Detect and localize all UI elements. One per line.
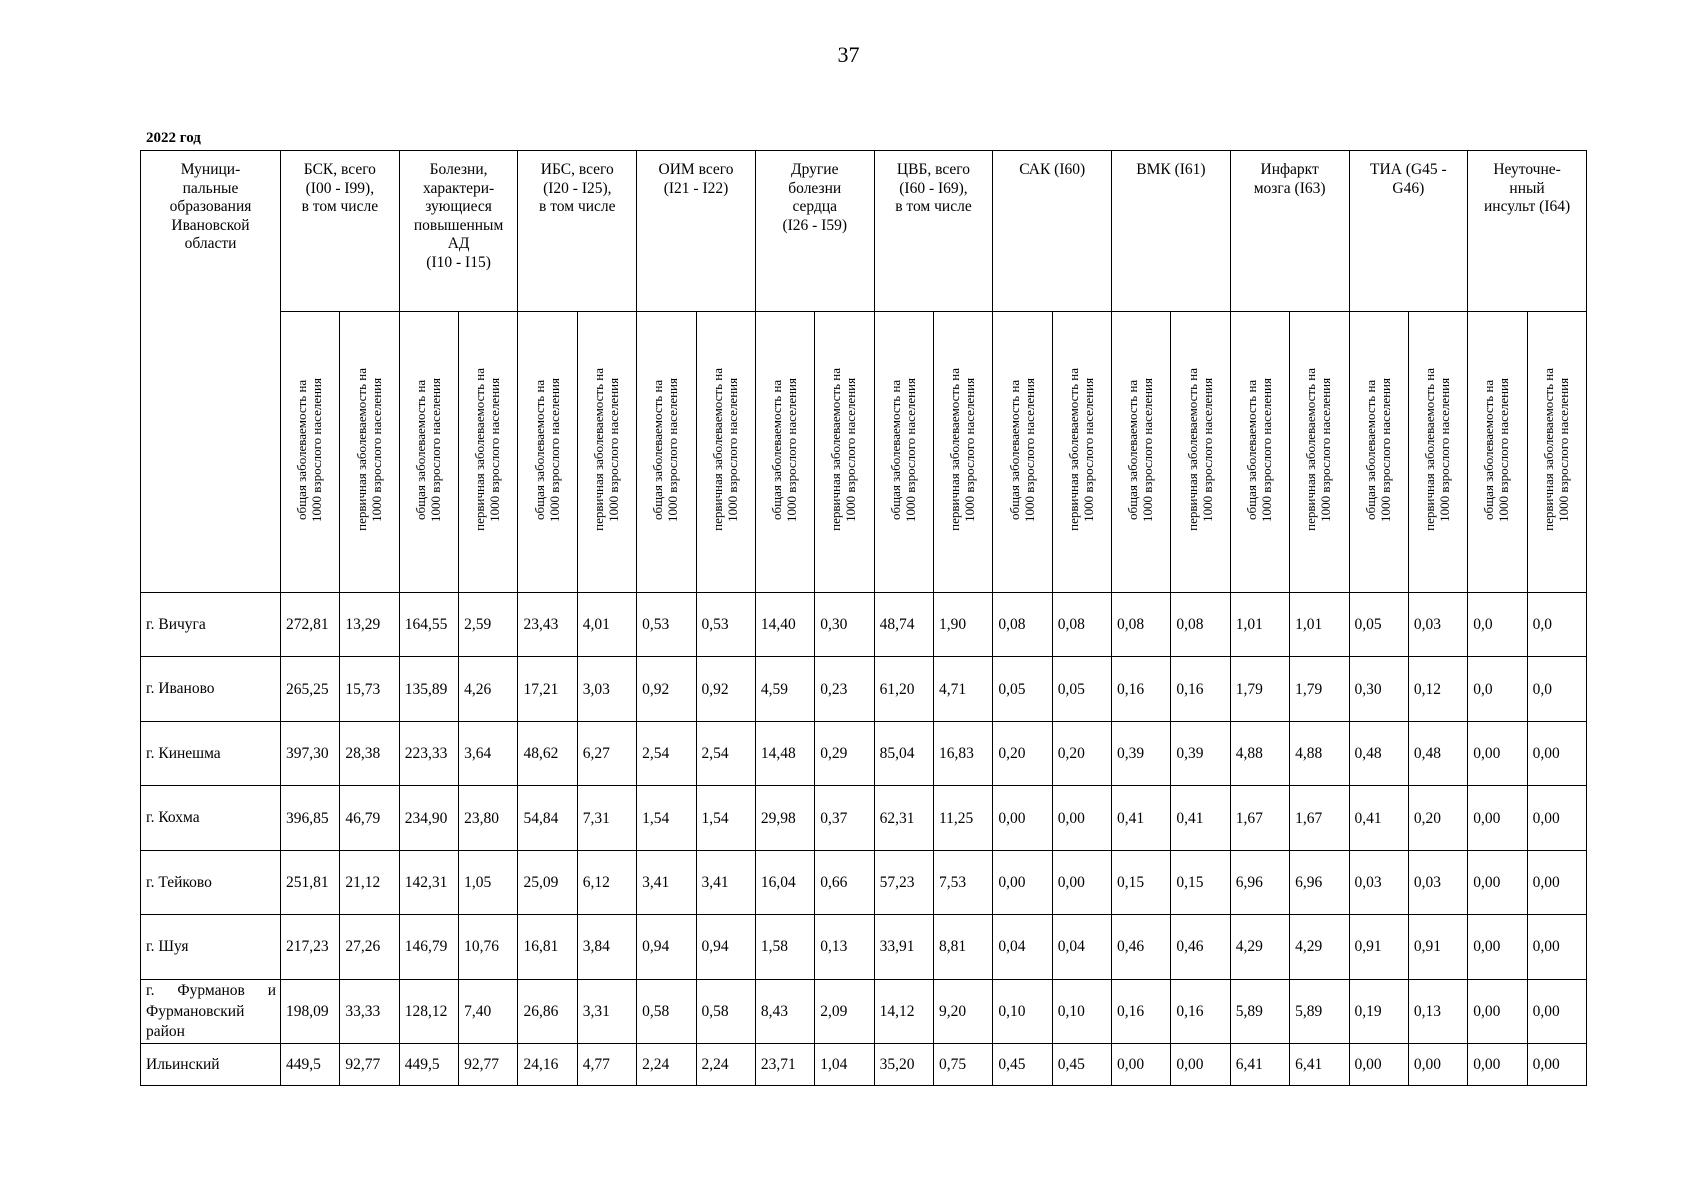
value-cell: 14,40: [755, 593, 814, 657]
value-cell: 146,79: [399, 915, 458, 979]
group-header: ВМК (I61): [1112, 151, 1231, 312]
value-cell: 2,24: [696, 1044, 755, 1086]
value-cell: 0,00: [1349, 1044, 1408, 1086]
value-cell: 1,90: [933, 593, 992, 657]
value-cell: 61,20: [874, 657, 933, 721]
value-cell: 7,31: [577, 786, 636, 850]
value-cell: 0,16: [1171, 979, 1230, 1043]
value-cell: 0,03: [1408, 593, 1467, 657]
municipality-name: г. Иваново: [141, 657, 281, 721]
value-cell: 0,94: [696, 915, 755, 979]
value-cell: 25,09: [518, 850, 577, 914]
municipality-header: Муници- пальные образования Ивановской области: [141, 151, 281, 593]
value-cell: 0,00: [1527, 850, 1586, 914]
value-cell: 0,03: [1408, 850, 1467, 914]
sub-header-label: общая заболеваемость на 1000 взрослого населения: [650, 377, 681, 522]
value-cell: 0,08: [1052, 593, 1111, 657]
value-cell: 0,37: [815, 786, 874, 850]
sub-header-total: [518, 312, 577, 593]
value-cell: 1,04: [815, 1044, 874, 1086]
value-cell: 0,53: [637, 593, 696, 657]
value-cell: 0,00: [993, 786, 1052, 850]
value-cell: 17,21: [518, 657, 577, 721]
value-cell: 1,01: [1230, 593, 1289, 657]
value-cell: 0,00: [1468, 1044, 1527, 1086]
value-cell: 0,58: [696, 979, 755, 1043]
value-cell: 4,88: [1290, 721, 1349, 785]
value-cell: 16,81: [518, 915, 577, 979]
value-cell: 1,54: [696, 786, 755, 850]
value-cell: 0,46: [1112, 915, 1171, 979]
value-cell: 0,00: [1171, 1044, 1230, 1086]
sub-header-label: первичная заболеваемость на 1000 взрослого населения: [1422, 368, 1453, 531]
value-cell: 0,00: [993, 850, 1052, 914]
municipality-name: г. Вичуга: [141, 593, 281, 657]
value-cell: 1,79: [1230, 657, 1289, 721]
value-cell: 0,66: [815, 850, 874, 914]
value-cell: 6,41: [1230, 1044, 1289, 1086]
sub-header-total: [1349, 312, 1408, 593]
value-cell: 0,15: [1112, 850, 1171, 914]
value-cell: 1,67: [1230, 786, 1289, 850]
value-cell: 5,89: [1290, 979, 1349, 1043]
value-cell: 21,12: [340, 850, 399, 914]
value-cell: 0,19: [1349, 979, 1408, 1043]
sub-header-label: общая заболеваемость на 1000 взрослого населения: [1362, 377, 1393, 522]
sub-header-label: общая заболеваемость на 1000 взрослого населения: [294, 377, 325, 522]
sub-header-primary: [1171, 312, 1230, 593]
value-cell: 28,38: [340, 721, 399, 785]
value-cell: 5,89: [1230, 979, 1289, 1043]
sub-header-primary: [1290, 312, 1349, 593]
sub-header-label: общая заболеваемость на 1000 взрослого населения: [1006, 377, 1037, 522]
value-cell: 0,00: [1468, 979, 1527, 1043]
value-cell: 0,45: [1052, 1044, 1111, 1086]
value-cell: 2,59: [459, 593, 518, 657]
year-label: 2022 год: [146, 130, 201, 146]
table-row: [141, 915, 1587, 979]
value-cell: 14,48: [755, 721, 814, 785]
sub-header-label: первичная заболеваемость на 1000 взрослого населения: [1303, 368, 1334, 531]
value-cell: 4,59: [755, 657, 814, 721]
municipality-name: г. Тейково: [141, 850, 281, 914]
value-cell: 0,15: [1171, 850, 1230, 914]
value-cell: 62,31: [874, 786, 933, 850]
sub-header-primary: [1052, 312, 1111, 593]
value-cell: 217,23: [281, 915, 340, 979]
value-cell: 0,00: [1468, 850, 1527, 914]
value-cell: 0,00: [1052, 786, 1111, 850]
value-cell: 0,94: [637, 915, 696, 979]
value-cell: 3,84: [577, 915, 636, 979]
value-cell: 4,88: [1230, 721, 1289, 785]
value-cell: 7,53: [933, 850, 992, 914]
page-number: 37: [837, 42, 860, 67]
sub-header-label: общая заболеваемость на 1000 взрослого населения: [1481, 377, 1512, 522]
value-cell: 48,62: [518, 721, 577, 785]
value-cell: 0,00: [1527, 786, 1586, 850]
value-cell: 23,80: [459, 786, 518, 850]
table-row: [141, 786, 1587, 850]
value-cell: 0,30: [815, 593, 874, 657]
value-cell: 0,00: [1527, 979, 1586, 1043]
sub-header-label: общая заболеваемость на 1000 взрослого населения: [412, 377, 443, 522]
sub-header-label: общая заболеваемость на 1000 взрослого населения: [531, 377, 562, 522]
value-cell: 198,09: [281, 979, 340, 1043]
value-cell: 0,92: [637, 657, 696, 721]
value-cell: 85,04: [874, 721, 933, 785]
value-cell: 3,03: [577, 657, 636, 721]
value-cell: 6,96: [1230, 850, 1289, 914]
value-cell: 0,12: [1408, 657, 1467, 721]
value-cell: 0,41: [1112, 786, 1171, 850]
value-cell: 135,89: [399, 657, 458, 721]
municipality-name: г. Кинешма: [141, 721, 281, 785]
sub-header-primary: [1408, 312, 1467, 593]
sub-header-label: общая заболеваемость на 1000 взрослого населения: [1244, 377, 1274, 522]
value-cell: 0,00: [1112, 1044, 1171, 1086]
value-cell: 234,90: [399, 786, 458, 850]
value-cell: 0,39: [1112, 721, 1171, 785]
value-cell: 3,41: [696, 850, 755, 914]
value-cell: 4,29: [1230, 915, 1289, 979]
value-cell: 0,16: [1112, 979, 1171, 1043]
value-cell: 0,00: [1468, 721, 1527, 785]
value-cell: 26,86: [518, 979, 577, 1043]
sub-header-total: [993, 312, 1052, 593]
group-header: ИБС, всего (I20 - I25), в том числе: [518, 151, 637, 312]
value-cell: 1,54: [637, 786, 696, 850]
group-header: Болезни, характери- зующиеся повышенным АД (I10 - I15): [399, 151, 518, 312]
value-cell: 23,43: [518, 593, 577, 657]
sub-header-primary: [1527, 312, 1586, 593]
value-cell: 0,00: [1527, 1044, 1586, 1086]
group-header: Инфаркт мозга (I63): [1230, 151, 1349, 312]
value-cell: 0,29: [815, 721, 874, 785]
municipality-name: г. Шуя: [141, 915, 281, 979]
sub-header-total: [874, 312, 933, 593]
sub-header-total: [1468, 312, 1527, 593]
value-cell: 0,48: [1408, 721, 1467, 785]
value-cell: 1,01: [1290, 593, 1349, 657]
value-cell: 48,74: [874, 593, 933, 657]
value-cell: 92,77: [459, 1044, 518, 1086]
value-cell: 4,26: [459, 657, 518, 721]
value-cell: 0,05: [993, 657, 1052, 721]
sub-header-total: [637, 312, 696, 593]
sub-header-label: первичная заболеваемость на 1000 взрослого населения: [591, 368, 621, 531]
sub-header-label: первичная заболеваемость на 1000 взрослого населения: [472, 368, 503, 531]
sub-header-total: [399, 312, 458, 593]
value-cell: 0,00: [1468, 786, 1527, 850]
value-cell: 0,30: [1349, 657, 1408, 721]
sub-header-label: первичная заболеваемость на 1000 взрослого населения: [828, 368, 859, 531]
value-cell: 2,54: [637, 721, 696, 785]
value-cell: 6,96: [1290, 850, 1349, 914]
value-cell: 2,24: [637, 1044, 696, 1086]
value-cell: 3,41: [637, 850, 696, 914]
value-cell: 6,27: [577, 721, 636, 785]
group-header: Другие болезни сердца (I26 - I59): [755, 151, 874, 312]
value-cell: 0,05: [1052, 657, 1111, 721]
sub-header-label: первичная заболеваемость на 1000 взрослого населения: [709, 368, 740, 531]
value-cell: 0,04: [993, 915, 1052, 979]
group-header: САК (I60): [993, 151, 1112, 312]
group-header: Неуточне- нный инсульт (I64): [1468, 151, 1587, 312]
value-cell: 251,81: [281, 850, 340, 914]
sub-header-label: общая заболеваемость на 1000 взрослого населения: [1125, 377, 1156, 522]
sub-header-primary: [459, 312, 518, 593]
value-cell: 0,0: [1468, 593, 1527, 657]
municipality-name: Ильинский: [141, 1044, 281, 1086]
sub-header-row: [141, 312, 1587, 593]
value-cell: 0,58: [637, 979, 696, 1043]
value-cell: 223,33: [399, 721, 458, 785]
sub-header-primary: [933, 312, 992, 593]
table-row: [141, 593, 1587, 657]
value-cell: 1,79: [1290, 657, 1349, 721]
value-cell: 0,75: [933, 1044, 992, 1086]
group-header-row: [141, 151, 1587, 312]
value-cell: 7,40: [459, 979, 518, 1043]
value-cell: 57,23: [874, 850, 933, 914]
value-cell: 16,04: [755, 850, 814, 914]
value-cell: 9,20: [933, 979, 992, 1043]
value-cell: 449,5: [399, 1044, 458, 1086]
value-cell: 29,98: [755, 786, 814, 850]
value-cell: 1,67: [1290, 786, 1349, 850]
sub-header-total: [1112, 312, 1171, 593]
sub-header-primary: [696, 312, 755, 593]
value-cell: 0,00: [1527, 915, 1586, 979]
value-cell: 0,92: [696, 657, 755, 721]
value-cell: 272,81: [281, 593, 340, 657]
value-cell: 46,79: [340, 786, 399, 850]
sub-header-primary: [340, 312, 399, 593]
value-cell: 11,25: [933, 786, 992, 850]
value-cell: 0,20: [993, 721, 1052, 785]
value-cell: 142,31: [399, 850, 458, 914]
value-cell: 54,84: [518, 786, 577, 850]
value-cell: 23,71: [755, 1044, 814, 1086]
value-cell: 0,00: [1408, 1044, 1467, 1086]
sub-header-primary: [815, 312, 874, 593]
value-cell: 0,20: [1052, 721, 1111, 785]
table-row: [141, 657, 1587, 721]
value-cell: 3,31: [577, 979, 636, 1043]
value-cell: 92,77: [340, 1044, 399, 1086]
sub-header-label: первичная заболеваемость на 1000 взрослого населения: [1065, 368, 1096, 531]
value-cell: 0,00: [1527, 721, 1586, 785]
value-cell: 15,73: [340, 657, 399, 721]
value-cell: 1,58: [755, 915, 814, 979]
value-cell: 449,5: [281, 1044, 340, 1086]
table-row: [141, 850, 1587, 914]
value-cell: 0,08: [1112, 593, 1171, 657]
group-header: БСК, всего (I00 - I99), в том числе: [281, 151, 400, 312]
value-cell: 396,85: [281, 786, 340, 850]
group-header: ТИА (G45 - G46): [1349, 151, 1468, 312]
value-cell: 16,83: [933, 721, 992, 785]
table-row: [141, 979, 1587, 1043]
value-cell: 4,29: [1290, 915, 1349, 979]
table-row: [141, 1044, 1587, 1086]
sub-header-primary: [577, 312, 636, 593]
value-cell: 128,12: [399, 979, 458, 1043]
sub-header-label: общая заболеваемость на 1000 взрослого населения: [887, 377, 918, 522]
value-cell: 0,16: [1171, 657, 1230, 721]
value-cell: 0,08: [993, 593, 1052, 657]
value-cell: 0,45: [993, 1044, 1052, 1086]
value-cell: 0,41: [1349, 786, 1408, 850]
sub-header-label: первичная заболеваемость на 1000 взрослого населения: [353, 368, 384, 531]
value-cell: 35,20: [874, 1044, 933, 1086]
value-cell: 6,12: [577, 850, 636, 914]
value-cell: 0,48: [1349, 721, 1408, 785]
value-cell: 0,10: [1052, 979, 1111, 1043]
sub-header-label: первичная заболеваемость на 1000 взрослого населения: [1184, 368, 1215, 531]
value-cell: 6,41: [1290, 1044, 1349, 1086]
group-header: ОИМ всего (I21 - I22): [637, 151, 756, 312]
value-cell: 24,16: [518, 1044, 577, 1086]
value-cell: 0,53: [696, 593, 755, 657]
value-cell: 0,46: [1171, 915, 1230, 979]
morbidity-table: [140, 150, 1587, 1086]
value-cell: 0,13: [815, 915, 874, 979]
value-cell: 8,43: [755, 979, 814, 1043]
group-header: ЦВБ, всего (I60 - I69), в том числе: [874, 151, 993, 312]
value-cell: 0,00: [1052, 850, 1111, 914]
value-cell: 0,91: [1408, 915, 1467, 979]
sub-header-label: первичная заболеваемость на 1000 взрослого населения: [1540, 368, 1571, 531]
value-cell: 0,0: [1468, 657, 1527, 721]
value-cell: 0,39: [1171, 721, 1230, 785]
value-cell: 14,12: [874, 979, 933, 1043]
value-cell: 0,04: [1052, 915, 1111, 979]
table-body: [141, 593, 1587, 1086]
value-cell: 0,23: [815, 657, 874, 721]
sub-header-total: [1230, 312, 1289, 593]
value-cell: 0,0: [1527, 593, 1586, 657]
value-cell: 0,16: [1112, 657, 1171, 721]
value-cell: 4,71: [933, 657, 992, 721]
value-cell: 0,91: [1349, 915, 1408, 979]
value-cell: 4,01: [577, 593, 636, 657]
value-cell: 0,20: [1408, 786, 1467, 850]
sub-header-label: общая заболеваемость на 1000 взрослого населения: [769, 377, 800, 522]
sub-header-total: [755, 312, 814, 593]
municipality-name: г. Кохма: [141, 786, 281, 850]
value-cell: 0,13: [1408, 979, 1467, 1043]
value-cell: 265,25: [281, 657, 340, 721]
table-row: [141, 721, 1587, 785]
sub-header-label: первичная заболеваемость на 1000 взрослого населения: [947, 368, 978, 531]
value-cell: 0,05: [1349, 593, 1408, 657]
value-cell: 0,00: [1468, 915, 1527, 979]
value-cell: 0,0: [1527, 657, 1586, 721]
value-cell: 13,29: [340, 593, 399, 657]
sub-header-total: [281, 312, 340, 593]
value-cell: 3,64: [459, 721, 518, 785]
value-cell: 10,76: [459, 915, 518, 979]
value-cell: 4,77: [577, 1044, 636, 1086]
municipality-name: г. Фурманов и Фурмановский район: [141, 979, 281, 1043]
value-cell: 33,91: [874, 915, 933, 979]
value-cell: 0,10: [993, 979, 1052, 1043]
value-cell: 33,33: [340, 979, 399, 1043]
value-cell: 0,41: [1171, 786, 1230, 850]
value-cell: 2,54: [696, 721, 755, 785]
value-cell: 0,08: [1171, 593, 1230, 657]
value-cell: 164,55: [399, 593, 458, 657]
value-cell: 1,05: [459, 850, 518, 914]
value-cell: 8,81: [933, 915, 992, 979]
value-cell: 27,26: [340, 915, 399, 979]
value-cell: 2,09: [815, 979, 874, 1043]
value-cell: 397,30: [281, 721, 340, 785]
value-cell: 0,03: [1349, 850, 1408, 914]
